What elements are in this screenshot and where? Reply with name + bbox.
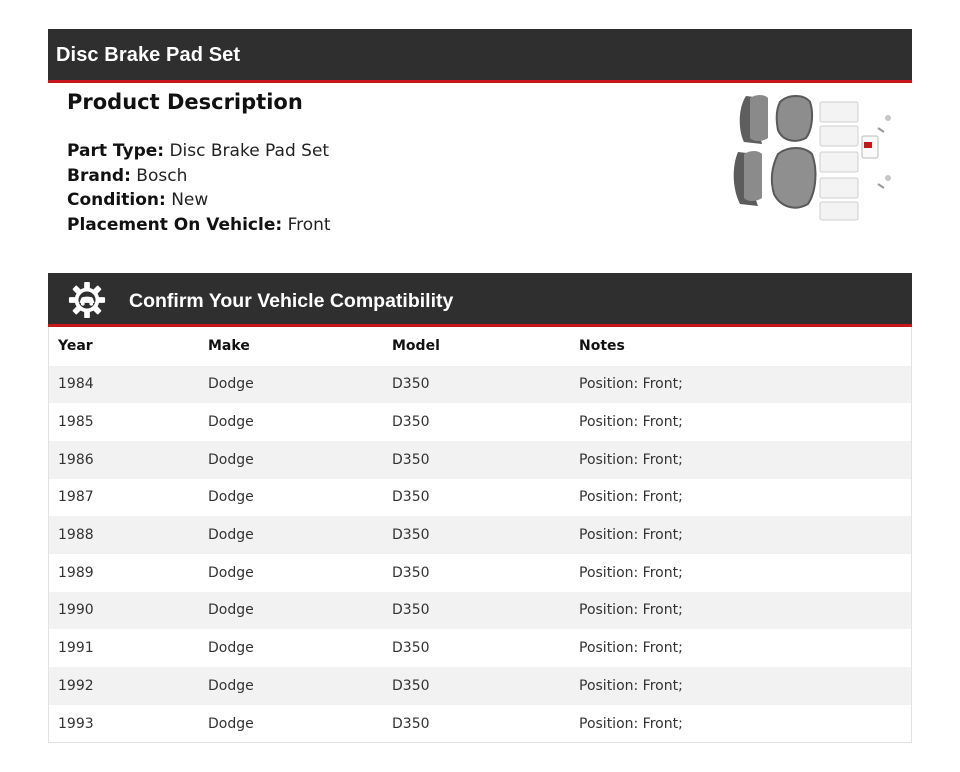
cell-model: D350 bbox=[392, 489, 430, 506]
cell-notes: Position: Front; bbox=[579, 527, 683, 544]
cell-make: Dodge bbox=[208, 715, 254, 732]
table-row bbox=[49, 479, 911, 517]
cell-year: 1988 bbox=[58, 527, 94, 544]
cell-make: Dodge bbox=[208, 640, 254, 657]
description-heading: Product Description bbox=[67, 90, 303, 114]
spec-key: Brand: bbox=[67, 165, 131, 186]
cell-notes: Position: Front; bbox=[579, 414, 683, 431]
cell-notes: Position: Front; bbox=[579, 451, 683, 468]
cell-year: 1986 bbox=[58, 451, 94, 468]
table-row bbox=[49, 629, 911, 667]
spec-value: Disc Brake Pad Set bbox=[169, 141, 330, 161]
cell-year: 1985 bbox=[58, 414, 94, 431]
table-row bbox=[49, 592, 911, 630]
spec-placement bbox=[67, 213, 331, 238]
product-title-bar bbox=[48, 29, 912, 83]
cell-year: 1993 bbox=[58, 715, 94, 732]
cell-notes: Position: Front; bbox=[579, 640, 683, 657]
cell-year: 1987 bbox=[58, 489, 94, 506]
cell-year: 1990 bbox=[58, 602, 94, 619]
cell-notes: Position: Front; bbox=[579, 602, 683, 619]
cell-make: Dodge bbox=[208, 677, 254, 694]
table-row bbox=[49, 554, 911, 592]
cell-model: D350 bbox=[392, 677, 430, 694]
table-header-row bbox=[49, 327, 911, 366]
compatibility-title: Confirm Your Vehicle Compatibility bbox=[129, 290, 454, 312]
cell-year: 1989 bbox=[58, 564, 94, 581]
spec-condition bbox=[67, 188, 331, 213]
spec-value: New bbox=[171, 190, 209, 210]
spec-value: Front bbox=[287, 214, 331, 235]
spec-key: Placement On Vehicle: bbox=[67, 214, 283, 235]
cell-model: D350 bbox=[392, 451, 430, 468]
cell-notes: Position: Front; bbox=[579, 677, 683, 694]
table-row bbox=[49, 441, 911, 479]
cell-model: D350 bbox=[392, 414, 430, 431]
cell-make: Dodge bbox=[208, 376, 254, 393]
spec-list bbox=[67, 139, 331, 237]
cell-model: D350 bbox=[392, 602, 430, 619]
spec-value: Bosch bbox=[136, 165, 188, 186]
column-header-year: Year bbox=[58, 338, 93, 355]
table-row bbox=[49, 516, 911, 554]
spec-brand bbox=[67, 164, 331, 189]
compatibility-bar bbox=[48, 273, 912, 327]
spec-key: Condition: bbox=[67, 190, 166, 210]
cell-make: Dodge bbox=[208, 451, 254, 468]
cell-make: Dodge bbox=[208, 489, 254, 506]
product-title: Disc Brake Pad Set bbox=[56, 44, 241, 66]
spec-key: Part Type: bbox=[67, 141, 165, 161]
cell-model: D350 bbox=[392, 715, 430, 732]
cell-model: D350 bbox=[392, 564, 430, 581]
cell-notes: Position: Front; bbox=[579, 564, 683, 581]
cell-model: D350 bbox=[392, 527, 430, 544]
table-row bbox=[49, 705, 911, 743]
cell-year: 1991 bbox=[58, 640, 94, 657]
cell-notes: Position: Front; bbox=[579, 715, 683, 732]
product-photo bbox=[728, 88, 908, 230]
column-header-model: Model bbox=[392, 338, 440, 355]
compatibility-table bbox=[48, 327, 912, 743]
table-row bbox=[49, 366, 911, 404]
cell-year: 1992 bbox=[58, 677, 94, 694]
cell-year: 1984 bbox=[58, 376, 94, 393]
table-row bbox=[49, 403, 911, 441]
cell-make: Dodge bbox=[208, 414, 254, 431]
cell-model: D350 bbox=[392, 376, 430, 393]
cell-make: Dodge bbox=[208, 602, 254, 619]
spec-part-type bbox=[67, 139, 331, 164]
cell-notes: Position: Front; bbox=[579, 376, 683, 393]
column-header-notes: Notes bbox=[579, 338, 625, 355]
table-row bbox=[49, 667, 911, 705]
cell-make: Dodge bbox=[208, 527, 254, 544]
cell-model: D350 bbox=[392, 640, 430, 657]
column-header-make: Make bbox=[208, 338, 250, 355]
gear-car-icon bbox=[68, 281, 106, 319]
cell-notes: Position: Front; bbox=[579, 489, 683, 506]
cell-make: Dodge bbox=[208, 564, 254, 581]
